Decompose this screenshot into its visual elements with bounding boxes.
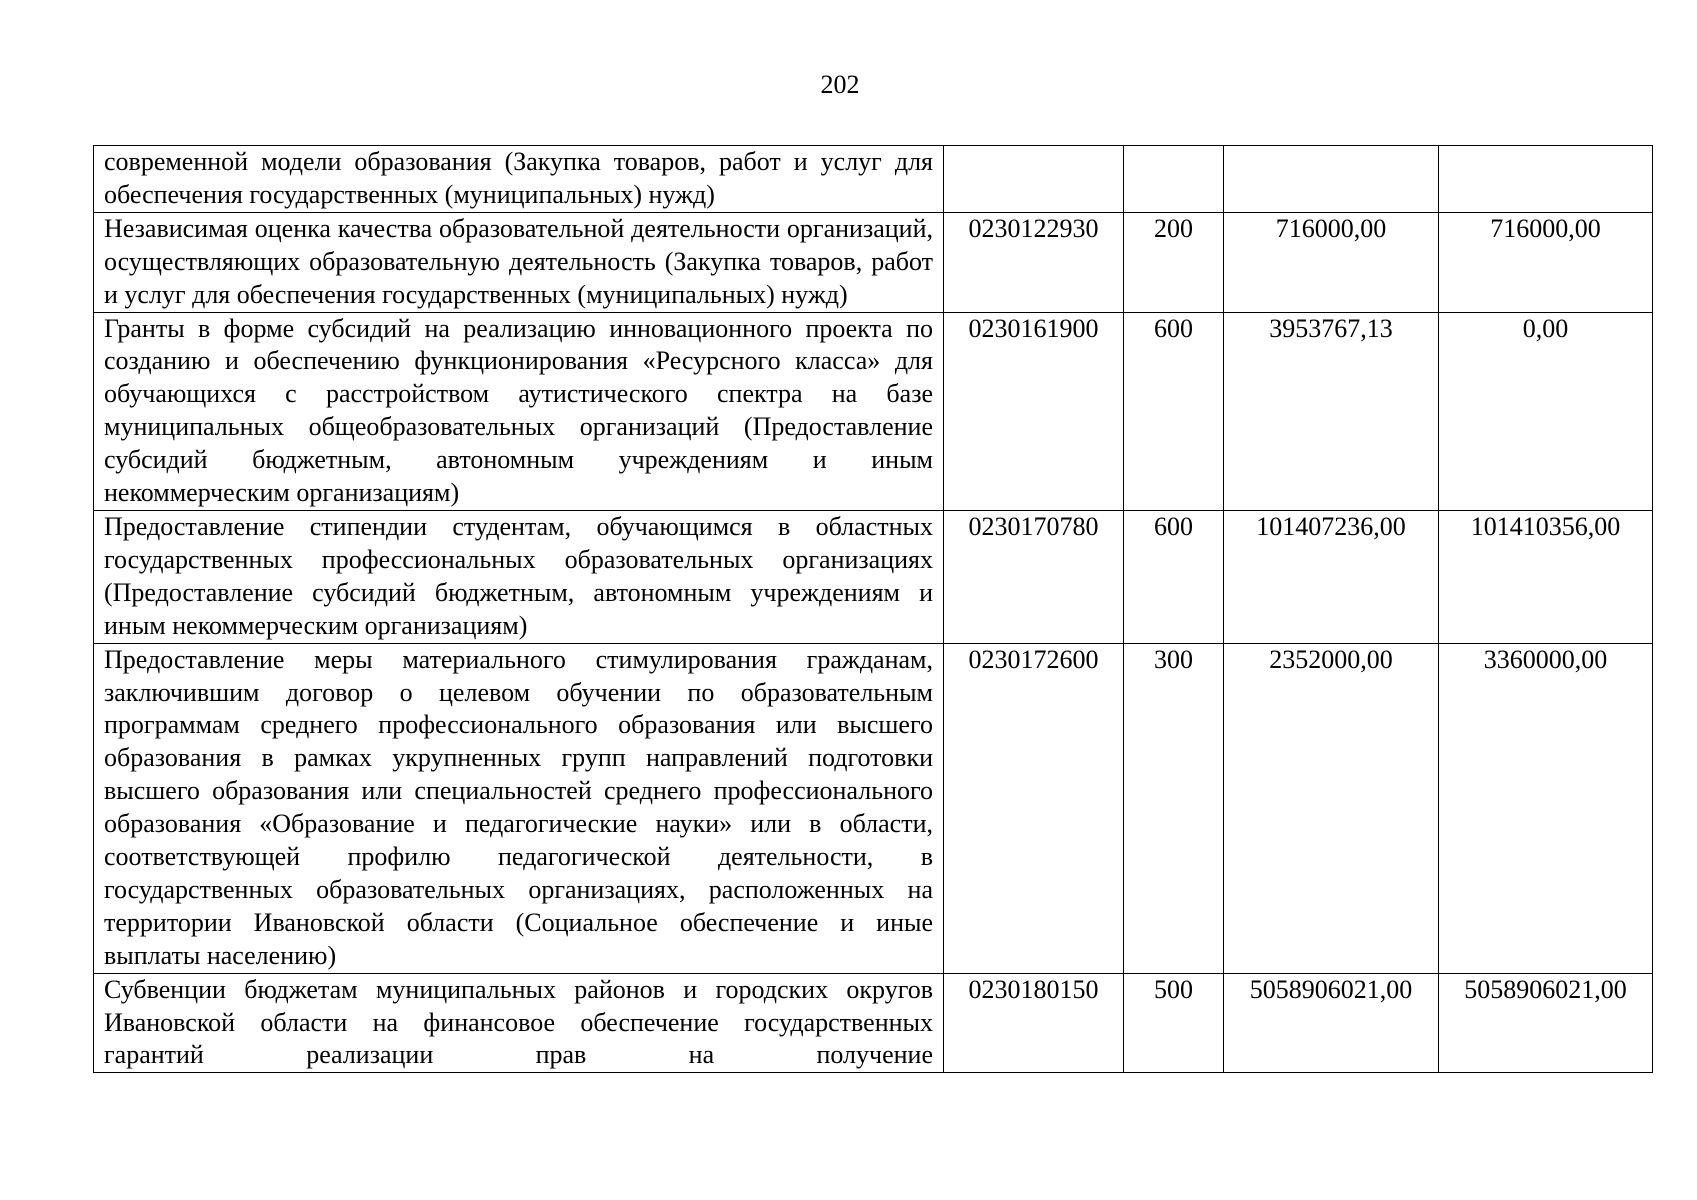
row-amount-2: 5058906021,00 [1439,973,1653,1073]
row-amount-2 [1439,146,1653,213]
row-expense-type: 600 [1124,510,1224,643]
row-amount-1: 5058906021,00 [1224,973,1439,1073]
row-description: Предоставление стипендии студентам, обучающимся в областных государственных профессиональных образовательных организациях (Предоставление субсидий бюджетным, автономным учреждениям и иным некоммерческим организациям) [94,510,944,643]
row-target-code: 0230180150 [944,973,1124,1073]
row-description: современной модели образования (Закупка товаров, работ и услуг для обеспечения государственных (муниципальных) нужд) [94,146,944,213]
row-amount-2: 101410356,00 [1439,510,1653,643]
row-target-code: 0230170780 [944,510,1124,643]
row-expense-type [1124,146,1224,213]
row-amount-1: 101407236,00 [1224,510,1439,643]
row-amount-1: 3953767,13 [1224,312,1439,510]
row-description [94,973,944,1073]
table-row [94,973,1653,1073]
row-amount-2: 3360000,00 [1439,643,1653,973]
row-amount-1 [1224,146,1439,213]
table-row [94,212,1653,312]
row-expense-type: 500 [1124,973,1224,1073]
row-target-code [944,146,1124,213]
row-target-code: 0230122930 [944,212,1124,312]
page-number: 202 [820,70,860,99]
row-amount-2: 716000,00 [1439,212,1653,312]
row-amount-2: 0,00 [1439,312,1653,510]
row-description: Гранты в форме субсидий на реализацию инновационного проекта по созданию и обеспечению функционирования «Ресурсного класса» для обучающихся с расстройством аутистического спектра на базе муниципальных общеобразовательных организаций (Предоставление субсидий бюджетным, автономным учреждениям и иным некоммерческим организациям) [94,312,944,510]
row-description: Предоставление меры материального стимулирования гражданам, заключившим договор о целевом обучении по образовательным программам среднего профессионального образования или высшего образования в рамках укрупненных групп направлений подготовки высшего образования или специальностей среднего профессионального образования «Образование и педагогические науки» или в области, соответствующей профилю педагогической деятельности, в государственных образовательных организациях, расположенных на территории Ивановской области (Социальное обеспечение и иные выплаты населению) [94,643,944,973]
row-description: Независимая оценка качества образовательной деятельности организаций, осуществляющих образовательную деятельность (Закупка товаров, работ и услуг для обеспечения государственных (муниципальных) нужд) [94,212,944,312]
budget-table [93,145,1653,1073]
row-target-code: 0230161900 [944,312,1124,510]
row-target-code: 0230172600 [944,643,1124,973]
row-expense-type: 600 [1124,312,1224,510]
row-amount-1: 2352000,00 [1224,643,1439,973]
row-description-text: Субвенции бюджетам муниципальных районов и городских округов Ивановской области на финансовое обеспечение государственных гарантий реализации прав на получение [104,974,933,1070]
row-expense-type: 200 [1124,212,1224,312]
table-row [94,510,1653,643]
table-row [94,146,1653,213]
row-amount-1: 716000,00 [1224,212,1439,312]
table-row [94,643,1653,973]
row-expense-type: 300 [1124,643,1224,973]
table-row [94,312,1653,510]
